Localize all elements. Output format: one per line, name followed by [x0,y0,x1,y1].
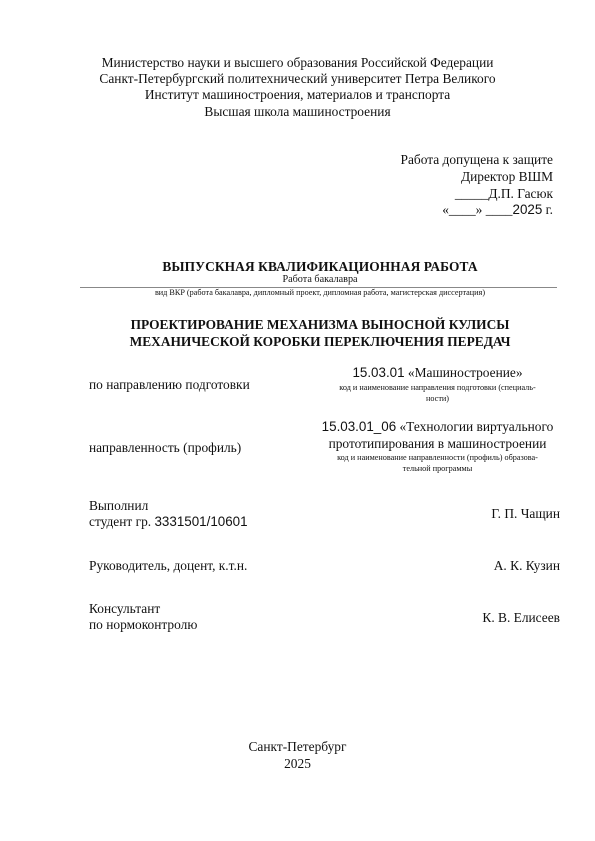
approval-signature-line [333,186,553,203]
work-type-caption: вид ВКР (работа бакалавра, дипломный проект, дипломная работа, магистерская диссертация) [154,288,486,297]
profile-caption-line-2: тельной программы [402,464,473,473]
ministry-line: Министерство науки и высшего образования Российской Федерации [101,55,494,70]
consultant-label-line-2: по нормоконтролю [89,617,198,632]
consultant-name: К. В. Елисеев [482,610,560,625]
performer-group: 3331501/10601 [154,514,248,529]
consultant-label [89,601,197,633]
director-name: Д.П. Гасюк [488,185,553,201]
thesis-topic [70,316,570,350]
supervisor-name: А. К. Кузин [493,558,560,573]
footer-city: Санкт-Петербург [248,739,347,754]
organization-header [40,55,555,120]
performer-label [89,498,248,530]
direction-name: «Машиностроение» [404,365,523,380]
direction-caption-line-2: ности) [426,393,449,403]
profile-caption-line-1: код и наименование направленности (профиль) образова- [337,453,538,462]
footer-year: 2025 [284,755,311,771]
profile-code: 15.03.01_06 [321,419,397,434]
supervisor-label: Руководитель, доцент, к.т.н. [89,558,248,573]
approval-position: Директор ВШМ [460,168,553,184]
school-line: Высшая школа машиностроения [204,103,391,119]
performer-label-line-2 [89,514,248,530]
topic-line-2: МЕХАНИЧЕСКОЙ КОРОБКИ ПЕРЕКЛЮЧЕНИЯ ПЕРЕДАЧ [129,334,511,349]
approval-text: Работа допущена к защите [400,152,553,167]
profile-label: направленность (профиль) [89,440,242,455]
direction-value-block [305,365,570,404]
date-year: 2025 [512,202,543,218]
profile-name-1: «Технологии виртуального [396,419,554,434]
work-type: Работа бакалавра [282,274,358,285]
signature-blank: _____ [454,185,489,201]
performer-group-prefix: студент гр. [89,514,155,529]
performer-name: Г. П. Чащин [491,506,560,521]
direction-label: по направлению подготовки [89,377,250,392]
approval-block [333,152,553,219]
profile-value-block [305,419,570,474]
work-title: ВЫПУСКНАЯ КВАЛИФИКАЦИОННАЯ РАБОТА [162,259,478,274]
date-suffix: г. [542,202,553,218]
direction-caption-line-1: код и наименование направления подготовки (специаль- [339,382,536,392]
footer [40,739,555,772]
date-blank: «____» ____ [442,202,513,218]
direction-code: 15.03.01 [352,365,405,380]
approval-date-line [333,202,553,219]
performer-label-line-1: Выполнил [89,498,149,513]
consultant-label-line-1: Консультант [89,601,161,616]
profile-value-line-2: прототипирования в машиностроении [328,435,547,451]
university-line: Санкт-Петербургский политехнический университет Петра Великого [99,71,496,87]
institute-line: Институт машиностроения, материалов и транспорта [144,87,451,103]
direction-value [305,365,570,382]
topic-line-1: ПРОЕКТИРОВАНИЕ МЕХАНИЗМА ВЫНОСНОЙ КУЛИСЫ [130,317,510,332]
profile-value-line-1 [305,419,570,436]
